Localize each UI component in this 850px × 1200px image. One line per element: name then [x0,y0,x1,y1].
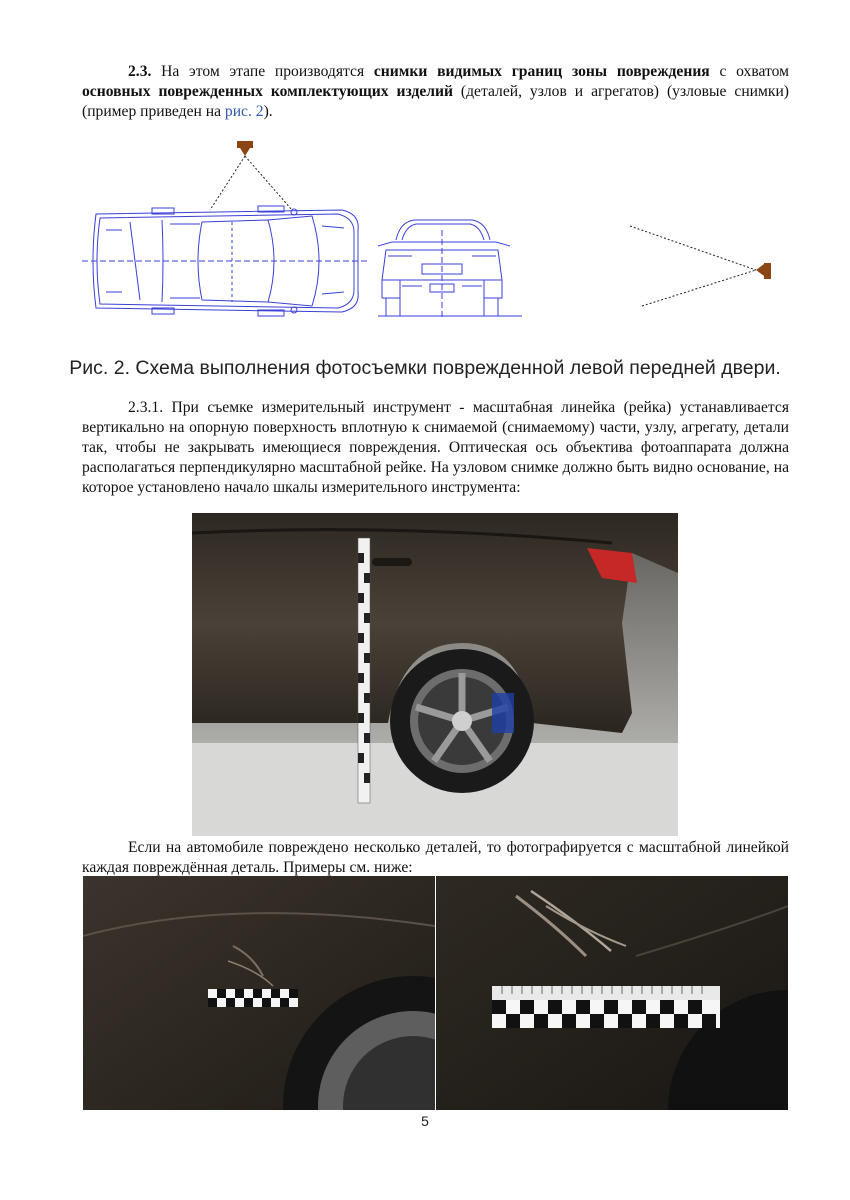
section-number: 2.3. [128,63,152,80]
damage-photo-right [436,876,788,1110]
text-run: Если на автомобиле повреждено несколько деталей, то фотографируется с масштабной линейкой каждая повреждённая деталь. Примеры см. ниже: [82,839,789,876]
figure-link[interactable]: рис. 2 [224,103,264,120]
camera-icon-top [237,141,253,156]
figure-caption: Рис. 2. Схема выполнения фотосъемки поврежденной левой передней двери. [69,357,781,379]
text-run: (деталей, узлов и агрегатов) (узловые снимки) (пример приведен на [82,83,789,120]
car-top-view [82,206,370,316]
section-2-3-paragraph [82,62,789,122]
damage-photo-left [83,876,435,1110]
paragraph-multiple-parts [82,838,789,878]
car-wheel-arch-photo [192,513,678,836]
text-run: с охватом [709,63,790,80]
text-run: ). [263,103,273,120]
subsection-2-3-1-paragraph [82,398,789,498]
car-front-view [378,220,522,320]
text-run: 2.3.1. При съемке измерительный инструмент - масштабная линейка (рейка) устанавливается вертикально на опорную поверхность вплотную к снимаемой (снимаемому) части, узлу, агрегату, детали так, чтобы не закрывать имеющиеся повреждения. Оптическая ось объектива фотоаппарата должна располагаться перпендикулярно масштабной рейке. На узловом снимке должно быть видно основание, на которое установлено начало шкалы измерительного инструмента: [82,399,789,496]
bold-run: основных поврежденных комплектующих изделий [82,83,453,100]
text-run: На этом этапе производятся [151,63,374,80]
bold-run: снимки видимых границ зоны повреждения [373,63,710,80]
photo-scheme-diagram [82,130,782,340]
camera-icon-side [756,263,771,279]
page-number: 5 [421,1113,429,1129]
